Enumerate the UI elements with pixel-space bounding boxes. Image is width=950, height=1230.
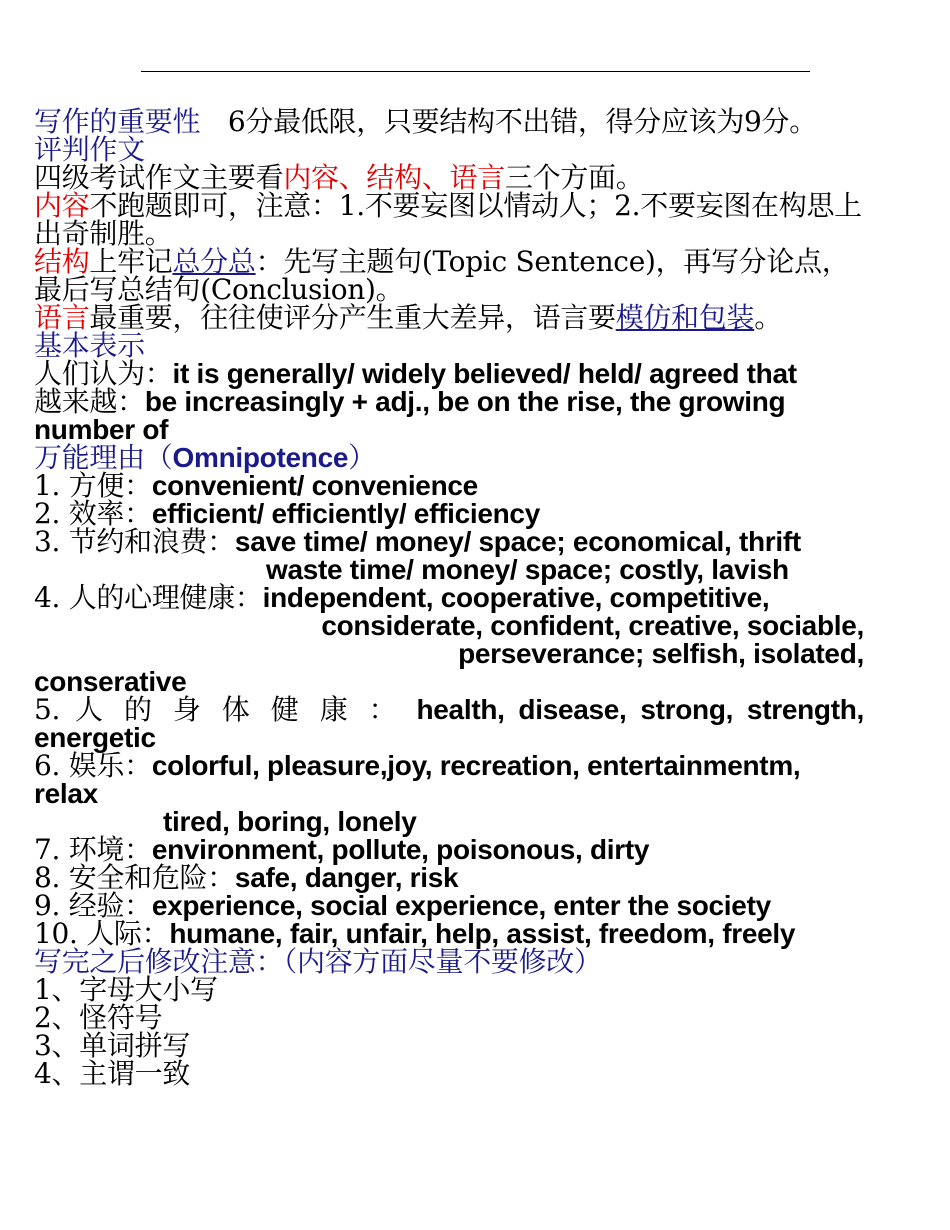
content-paragraph	[34, 189, 864, 250]
reason-10-en: humane, fair, unfair, help, assist, freedom, freely	[169, 918, 796, 949]
basic-line-1	[34, 357, 864, 390]
reasons-heading-cn: 万能理由（	[34, 441, 173, 474]
reasons-heading-end: ）	[348, 441, 376, 474]
reason-7	[34, 833, 864, 866]
basic-heading: 基本表示	[34, 329, 145, 362]
reason-5	[34, 693, 864, 726]
revision-heading: 写完之后修改注意：（内容方面尽量不要修改）	[34, 945, 602, 978]
reason-3-cn: 3. 节约和浪费：	[34, 525, 235, 558]
language-link[interactable]: 模仿和包装	[615, 301, 755, 334]
importance-heading: 写作的重要性	[34, 105, 201, 138]
reason-10	[34, 917, 864, 950]
reason-2	[34, 497, 864, 530]
reason-2-en: efficient/ efficiently/ efficiency	[151, 498, 540, 529]
reasons-heading-en: Omnipotence	[172, 442, 349, 473]
reason-1-cn: 1. 方便：	[34, 469, 152, 502]
grading-intro-highlight: 内容、结构、语言	[283, 161, 505, 194]
reason-3-en: save time/ money/ space; economical, thrift	[234, 526, 801, 557]
basic-line-2-cn: 越来越：	[34, 385, 145, 418]
reason-3	[34, 525, 864, 558]
reason-6-cont-1	[34, 780, 864, 808]
grading-intro	[34, 161, 864, 194]
document-body	[34, 105, 864, 1090]
reason-8-en: safe, danger, risk	[234, 862, 459, 893]
importance-text: 6分最低限，只要结构不出错，得分应该为9分。	[227, 105, 817, 138]
reason-7-cn: 7. 环境：	[34, 833, 152, 866]
content-label: 内容	[34, 189, 90, 222]
header-rule	[141, 71, 810, 72]
language-text: 最重要，往往使评分产生重大差异，语言要	[89, 301, 616, 334]
reason-4-cont-3	[34, 668, 864, 696]
importance-paragraph	[34, 105, 864, 138]
reason-9-en: experience, social experience, enter the society	[151, 890, 771, 921]
reason-6-en: colorful, pleasure,joy, recreation, entertainmentm,	[151, 750, 801, 781]
reason-4-en-3: perseverance; selfish, isolated,	[458, 638, 864, 669]
reason-4-en-4: conserative	[34, 666, 187, 697]
reason-4-en: independent, cooperative, competitive,	[262, 582, 770, 613]
reason-7-en: environment, pollute, poisonous, dirty	[151, 834, 650, 865]
reason-3-cont	[34, 556, 864, 584]
reason-6	[34, 749, 864, 782]
grading-intro-text: 四级考试作文主要看	[34, 161, 284, 194]
structure-paragraph	[34, 245, 864, 306]
reason-3-en-2: waste time/ money/ space; costly, lavish	[266, 554, 789, 585]
reason-9-cn: 9. 经验：	[34, 889, 152, 922]
reason-9	[34, 889, 864, 922]
reason-4-en-2: considerate, confident, creative, sociable,	[321, 610, 864, 641]
reason-6-en-2: relax	[34, 778, 98, 809]
basic-line-2-en: be increasingly + adj., be on the rise, the growing number of	[34, 386, 786, 445]
reason-8-cn: 8. 安全和危险：	[34, 861, 235, 894]
reason-2-cn: 2. 效率：	[34, 497, 152, 530]
structure-label: 结构	[34, 245, 90, 278]
reason-1-en: convenient/ convenience	[151, 470, 478, 501]
revision-item: 4、主谓一致	[34, 1057, 191, 1090]
reasons-heading	[34, 441, 864, 474]
reason-6-cont-2	[34, 808, 864, 836]
grading-intro-end: 三个方面。	[504, 161, 644, 194]
language-text-end: 。	[754, 301, 782, 334]
revision-item: 2、怪符号	[34, 1001, 163, 1034]
reason-8	[34, 861, 864, 894]
structure-text-end: ：先写主题句(Topic Sentence)，再写分论点，最后写总结句(Conclusion)。	[34, 245, 850, 306]
basic-line-1-en: it is generally/ widely believed/ held/ agreed that	[172, 358, 797, 389]
reason-5-en-2: energetic	[34, 722, 156, 753]
basic-line-2	[34, 385, 864, 445]
reason-5-cn: 5. 人 的 身 体 健 康 ：	[34, 693, 403, 726]
language-label: 语言	[34, 301, 90, 334]
revision-item: 1、字母大小写	[34, 973, 218, 1006]
reason-5-cont	[34, 724, 864, 752]
reason-6-cn: 6. 娱乐：	[34, 749, 152, 782]
content-text: 不跑题即可，注意：1.不要妄图以情动人；2.不要妄图在构思上出奇制胜。	[34, 189, 862, 250]
reason-4-cont-2	[34, 640, 864, 668]
reason-1	[34, 469, 864, 502]
reason-5-en: health, disease, strong, strength,	[402, 694, 864, 725]
reason-4-cn: 4. 人的心理健康：	[34, 581, 263, 614]
reason-4-cont-1	[34, 612, 864, 640]
language-paragraph	[34, 301, 864, 334]
grading-heading: 评判作文	[34, 133, 145, 166]
structure-link[interactable]: 总分总	[172, 245, 256, 278]
basic-line-1-cn: 人们认为：	[34, 357, 173, 390]
reason-10-cn: 10. 人际：	[34, 917, 170, 950]
reason-4	[34, 581, 864, 614]
structure-text: 上牢记	[89, 245, 173, 278]
revision-item: 3、单词拼写	[34, 1029, 191, 1062]
reason-6-en-3: tired, boring, lonely	[163, 806, 417, 837]
